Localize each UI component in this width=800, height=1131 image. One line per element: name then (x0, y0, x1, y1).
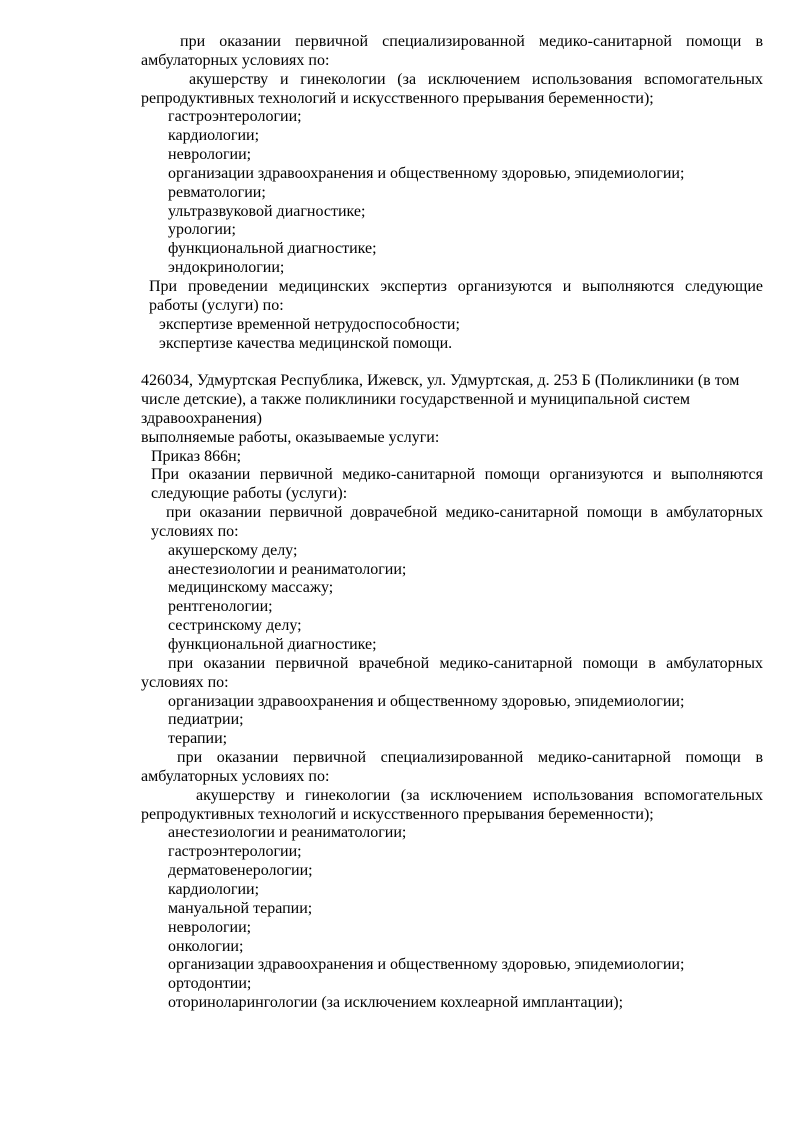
text-line: амбулаторных условиях по: (141, 51, 330, 69)
text-line: условиях по: (141, 673, 229, 691)
text-line: ортодонтии; (168, 975, 252, 993)
text-line: эндокринологии; (168, 259, 285, 277)
text-line: гастроэнтерологии; (168, 843, 302, 861)
text-line: рентгенологии; (168, 598, 273, 616)
text-line: репродуктивных технологий и искусственного прерывания беременности); (141, 805, 654, 823)
text-line: При оказании первичной медико-санитарной помощи организуются и выполняются (151, 466, 763, 484)
text-line: гастроэнтерологии; (168, 108, 302, 126)
text-line: выполняемые работы, оказываемые услуги: (141, 428, 440, 446)
text-line: амбулаторных условиях по: (141, 767, 330, 785)
text-line: анестезиологии и реаниматологии; (168, 560, 407, 578)
text-line: акушерству и гинекологии (за исключением использования вспомогательных (196, 786, 763, 804)
text-line: следующие работы (услуги): (151, 485, 348, 503)
text-line: терапии; (168, 730, 228, 748)
text-line: работы (услуги) по: (149, 296, 284, 314)
text-line: урологии; (168, 221, 236, 239)
text-line: экспертизе качества медицинской помощи. (159, 334, 453, 352)
text-line: 426034, Удмуртская Республика, Ижевск, ул. Удмуртская, д. 253 Б (Поликлиники (в том (141, 372, 740, 390)
text-line: дерматовенерологии; (168, 862, 313, 880)
text-line: числе детские), а также поликлиники государственной и муниципальной систем (141, 391, 691, 409)
text-line: организации здравоохранения и общественному здоровью, эпидемиологии; (168, 164, 685, 182)
text-line: при оказании первичной специализированной медико-санитарной помощи в (180, 33, 763, 50)
text-line: организации здравоохранения и общественному здоровью, эпидемиологии; (168, 692, 685, 710)
text-line: при оказании первичной врачебной медико-санитарной помощи в амбулаторных (168, 654, 763, 672)
text-line: неврологии; (168, 918, 252, 936)
text-line: ультразвуковой диагностике; (168, 202, 366, 220)
text-line: педиатрии; (168, 711, 244, 729)
text-line: функциональной диагностике; (168, 636, 377, 653)
text-line: организации здравоохранения и общественному здоровью, эпидемиологии; (168, 956, 685, 974)
text-line: мануальной терапии; (168, 899, 313, 917)
text-line: при оказании первичной специализированной медико-санитарной помощи в (177, 749, 763, 767)
text-line: анестезиологии и реаниматологии; (168, 824, 407, 842)
text-line: сестринскому делу; (168, 617, 302, 635)
text-line: Приказ 866н; (151, 447, 242, 465)
text-line: при оказании первичной доврачебной медико-санитарной помощи в амбулаторных (166, 504, 763, 522)
document-section (141, 372, 763, 1013)
text-line: ревматологии; (168, 183, 266, 201)
text-line: При проведении медицинских экспертиз организуются и выполняются следующие (149, 277, 763, 295)
document-section (141, 33, 763, 353)
text-line: акушерскому делу; (168, 541, 298, 559)
text-line: кардиологии; (168, 880, 260, 898)
text-line: экспертизе временной нетрудоспособности; (159, 315, 460, 333)
text-line: медицинскому массажу; (168, 579, 334, 597)
text-line: функциональной диагностике; (168, 240, 377, 258)
text-line: репродуктивных технологий и искусственного прерывания беременности); (141, 89, 654, 107)
text-line: условиях по: (151, 522, 239, 540)
text-line: кардиологии; (168, 127, 260, 145)
text-line: акушерству и гинекологии (за исключением использования вспомогательных (189, 70, 763, 88)
text-line: здравоохранения) (141, 409, 262, 427)
text-line: онкологии; (168, 937, 244, 955)
text-line: неврологии; (168, 146, 252, 164)
text-line: оториноларингологии (за исключением кохлеарной имплантации); (168, 994, 624, 1012)
